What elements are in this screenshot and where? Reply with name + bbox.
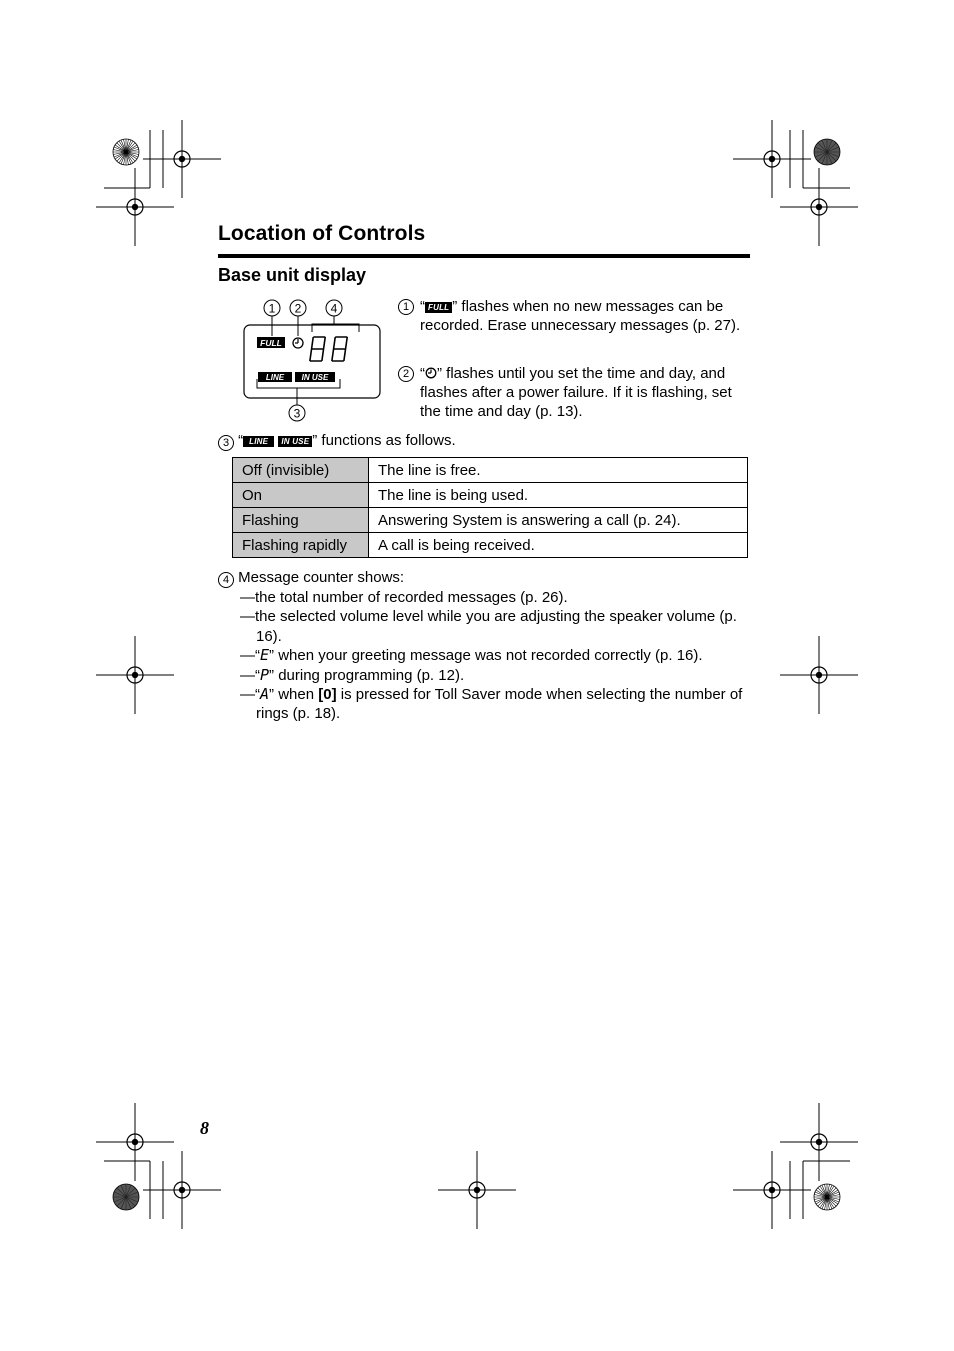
callout-2: 2 xyxy=(294,301,302,316)
section-title: Base unit display xyxy=(218,265,367,285)
state-cell: On xyxy=(233,483,369,508)
key-label: [0] xyxy=(318,686,337,704)
note-number: 2 xyxy=(398,366,414,382)
line-badge: LINE xyxy=(243,436,274,447)
page-title: Location of Controls xyxy=(218,222,426,245)
list-item: —the total number of recorded messages (p. 26). xyxy=(240,589,568,606)
callout-3: 3 xyxy=(293,406,301,421)
note-3: 3 “ LINE IN USE ” functions as follows. xyxy=(218,431,456,451)
title-rule xyxy=(218,254,750,258)
table-row xyxy=(233,483,748,508)
segment-glyph: A xyxy=(260,685,270,704)
segment-glyph: E xyxy=(260,646,270,665)
meaning-cell: A call is being received. xyxy=(369,533,748,558)
line-indicator: LINE xyxy=(265,373,285,382)
note-number: 1 xyxy=(398,299,414,315)
table-row xyxy=(233,458,748,483)
state-cell: Flashing xyxy=(233,508,369,533)
display-illustration xyxy=(240,296,385,426)
clock-icon xyxy=(425,367,437,379)
full-indicator: FULL xyxy=(260,338,282,348)
meaning-cell: Answering System is answering a call (p. 24). xyxy=(369,508,748,533)
note-number: 3 xyxy=(218,435,234,451)
state-cell: Flashing rapidly xyxy=(233,533,369,558)
callout-1: 1 xyxy=(268,301,276,316)
in-use-badge: IN USE xyxy=(278,436,312,447)
list-item: —the selected volume level while you are adjusting the speaker volume (p. 16). xyxy=(240,608,737,645)
meaning-cell: The line is being used. xyxy=(369,483,748,508)
message-counter-notes xyxy=(218,568,758,724)
counter-intro: 4 Message counter shows: xyxy=(218,568,758,588)
callout-4: 4 xyxy=(330,301,338,316)
list-item: —“E” when your greeting message was not recorded correctly (p. 16). xyxy=(240,646,703,665)
note-text: ” flashes when no new messages can be recorded. Erase unnecessary messages (p. 27). xyxy=(420,298,741,334)
table-row xyxy=(233,533,748,558)
segment-glyph: P xyxy=(260,665,270,684)
digit-display xyxy=(310,337,347,361)
note-text: ” flashes until you set the time and day, and flashes after a power failure. If it is flashing, set the time and day (p. 13). xyxy=(420,365,732,420)
list-item: —“A” when [0] is pressed for Toll Saver mode when selecting the number of rings (p. 18). xyxy=(240,685,743,723)
clock-icon xyxy=(293,338,303,348)
state-cell: Off (invisible) xyxy=(233,458,369,483)
note-number: 4 xyxy=(218,572,234,588)
page-number: 8 xyxy=(200,1118,209,1138)
full-badge: FULL xyxy=(425,302,452,313)
meaning-cell: The line is free. xyxy=(369,458,748,483)
table-row xyxy=(233,508,748,533)
in-use-indicator: IN USE xyxy=(301,373,329,382)
list-item: —“P” during programming (p. 12). xyxy=(240,665,465,684)
note-2: 2 “ ” flashes until you set the time and day, and flashes after a power failure. If it is flashing, set the time and day (p. 13). xyxy=(398,364,750,421)
indicator-state-table xyxy=(232,457,748,558)
note-text: ” functions as follows. xyxy=(312,432,456,449)
note-1: 1 “ FULL ” flashes when no new messages can be recorded. Erase unnecessary messages (p. 27). xyxy=(398,297,750,335)
